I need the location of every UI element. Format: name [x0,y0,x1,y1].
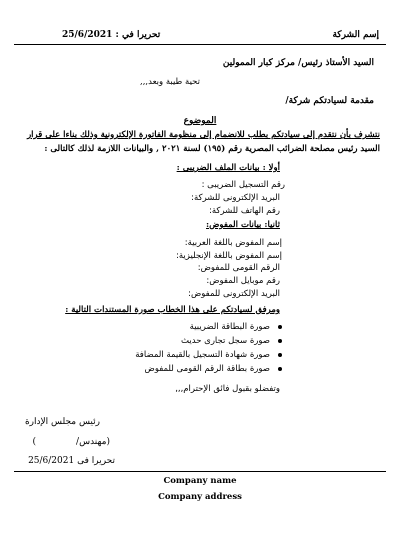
bullet-icon [278,353,282,357]
bullet-icon [278,367,282,371]
paragraph-line-1: نتشرف بأن نتقدم إلى سيادتكم بطلب للانضمام إلى منظومة الفاتورة الإلكترونية وذلك بناءا على قرار [27,130,380,140]
field-delegate-name-arabic: إسم المفوض باللغة العربية: [184,238,282,248]
closing-line: وتفضلو بقبول فائق الإحترام,,, [175,384,280,394]
attachment-item [190,322,282,332]
header-company-name: إسم الشركة [332,30,379,40]
footer-company-name: Company name [163,476,237,486]
footer-company-address: Company address [158,492,242,502]
attachment-item [135,350,282,360]
attachment-label: صورة بطاقة الرقم القومى للمفوض [144,364,270,374]
bullet-icon [278,325,282,329]
field-company-phone: رقم الهاتف للشركة: [209,206,280,216]
bullet-icon [278,339,282,343]
field-delegate-name-english: إسم المفوض باللغة الإنجليزية: [175,251,282,261]
subject-heading: الموضوع [183,116,217,126]
header-divider [14,44,386,45]
section-attachments-title: ومرفق لسيادتكم على هذا الخطاب صورة المستندات التالية : [65,305,280,315]
field-company-email: البريد الإلكترونى للشركة: [191,193,280,203]
attachment-label: صورة البطاقة الضريبية [189,322,270,332]
signature-date: تحريرا فى 25/6/2021 [28,456,115,466]
attachment-item [145,364,282,374]
greeting-line: تحية طيبة وبعد,,, [140,77,200,87]
paragraph-line-2: السيد رئيس مصلحة الضرائب المصرية رقم (١٩٥) لسنة ٢٠٢١ , والبيانات اللازمة لذلك كالتالى : [44,144,380,154]
attachment-item [181,336,282,346]
attachment-label: صورة سجل تجارى حديث [181,336,270,346]
footer-divider [14,471,386,472]
signature-title: رئيس مجلس الإدارة [24,417,100,427]
intro-line: مقدمة لسيادتكم شركة/ [285,96,374,106]
header-date: تحريرا في : 25/6/2021 [62,30,161,40]
section-delegate-title: ثانيا: بيانات المفوض: [206,220,280,230]
field-tax-registration: رقم التسجيل الضريبى : [201,180,285,190]
signature-name: (مهندس/ ) [32,437,110,447]
field-delegate-national-id: الرقم القومى للمفوض: [197,263,280,273]
section-taxpayer-title: أولا : بيانات الملف الضريبى : [176,163,280,173]
field-delegate-email: البريد الإلكترونى للمفوض: [188,289,280,299]
addressee-line: السيد الأستاذ رئيس/ مركز كبار الممولين [222,58,374,68]
attachment-label: صورة شهادة التسجيل بالقيمة المضافة [135,350,270,360]
field-delegate-mobile: رقم موبايل المفوض: [206,276,280,286]
